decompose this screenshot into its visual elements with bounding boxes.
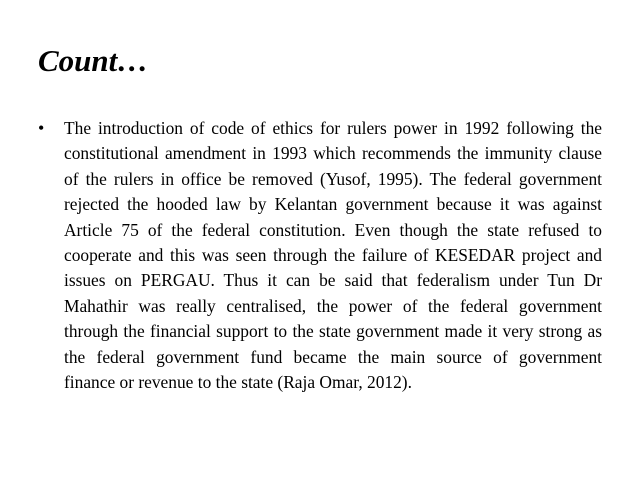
paragraph-line: through the financial support to the state government made it very strong as xyxy=(64,321,602,342)
bullet-item xyxy=(38,116,602,395)
slide-title: Count… xyxy=(38,43,149,78)
paragraph-line: issues on PERGAU. Thus it can be said that federalism under Tun Dr xyxy=(64,270,602,291)
paragraph-line: Mahathir was really centralised, the power of the federal government xyxy=(64,295,602,316)
paragraph-line: finance or revenue to the state (Raja Omar, 2012). xyxy=(64,372,412,393)
paragraph-line: constitutional amendment in 1993 which recommends the immunity clause xyxy=(64,143,602,164)
paragraph-line: cooperate and this was seen through the failure of KESEDAR project and xyxy=(64,245,602,266)
paragraph-line: of the rulers in office be removed (Yusof, 1995). The federal government xyxy=(64,168,602,189)
paragraph-line: the federal government fund became the main source of government xyxy=(64,346,602,367)
paragraph-line: rejected the hooded law by Kelantan government because it was against xyxy=(64,194,602,215)
paragraph-line: The introduction of code of ethics for rulers power in 1992 following the xyxy=(64,118,602,138)
bullet-paragraph xyxy=(64,116,602,395)
paragraph-line: Article 75 of the federal constitution. Even though the state refused to xyxy=(64,219,602,240)
bullet-icon: • xyxy=(38,118,45,138)
